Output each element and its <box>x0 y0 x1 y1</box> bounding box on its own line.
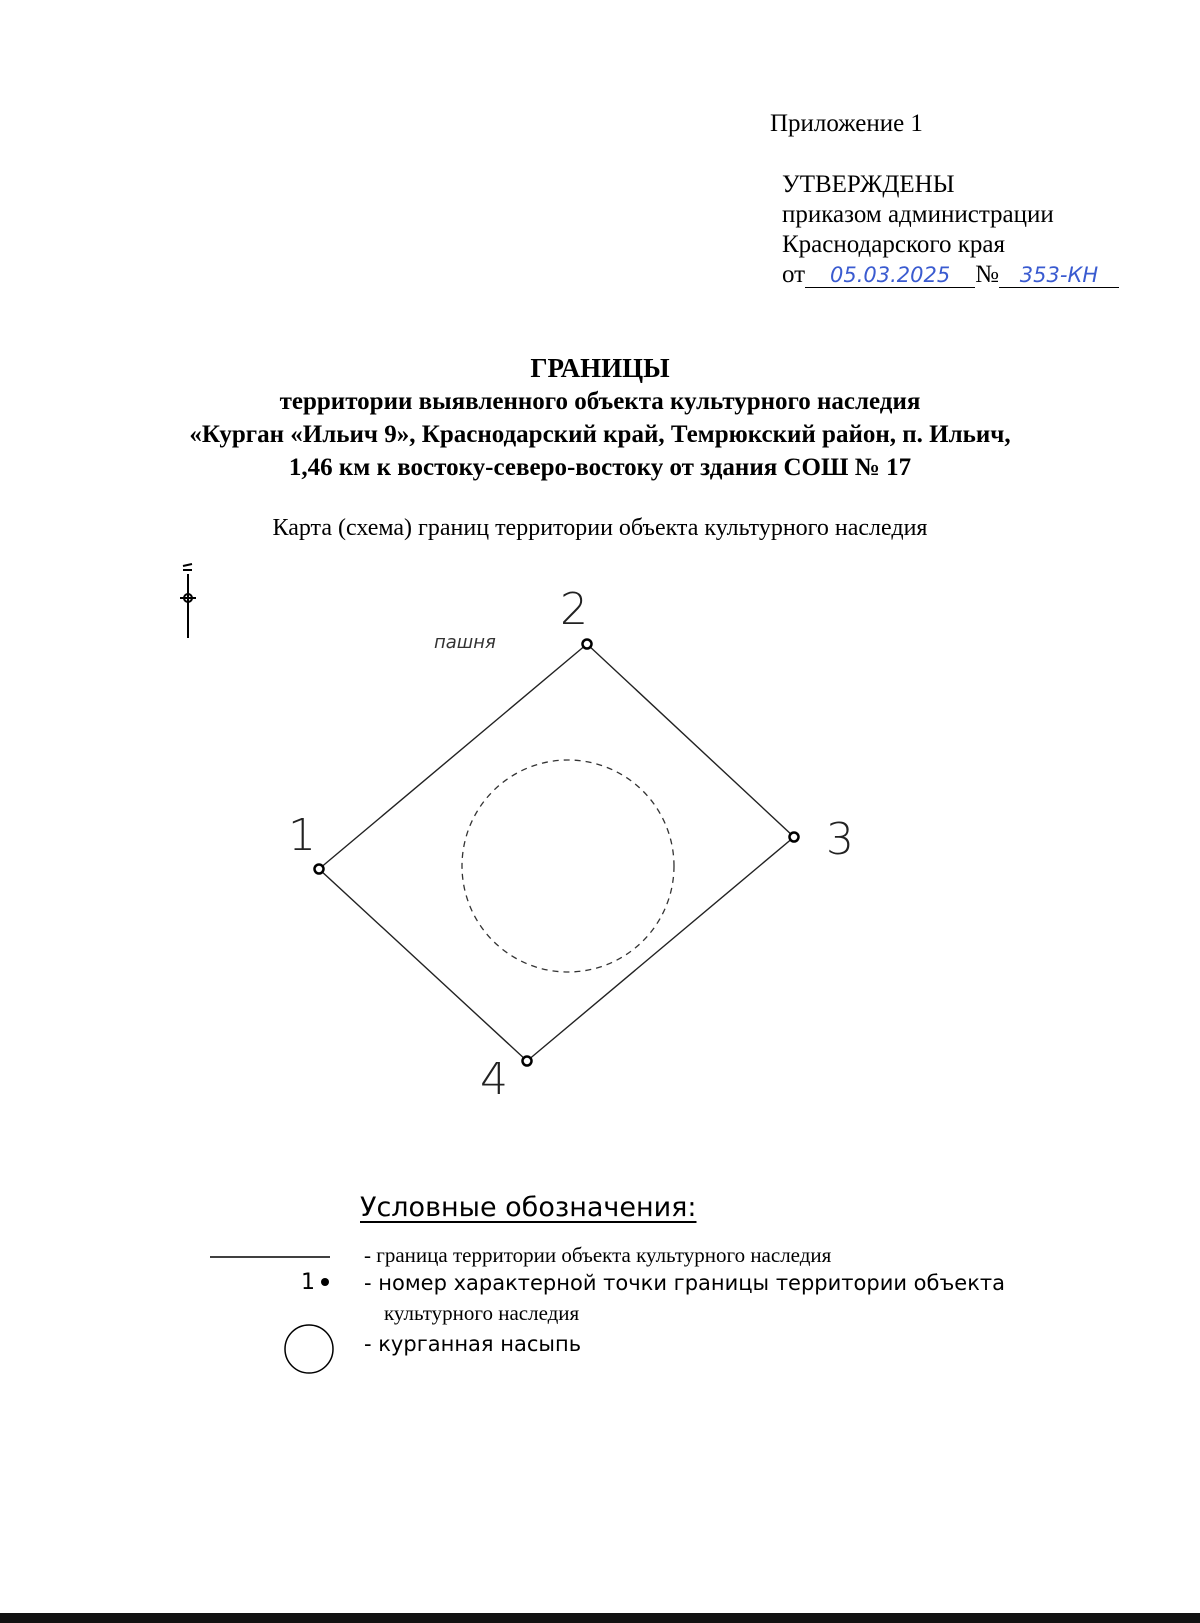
approval-block <box>782 170 1119 290</box>
point-label-1: 1 <box>288 810 316 861</box>
by-order-label: приказом администрации <box>782 201 1054 228</box>
title-heading: ГРАНИЦЫ <box>530 353 670 383</box>
legend-point-symbol <box>321 1278 329 1286</box>
point-label-3: 3 <box>826 814 854 865</box>
boundary-point-2 <box>583 640 592 649</box>
land-use-label: пашня <box>434 632 496 653</box>
approved-label: УТВЕРЖДЕНЫ <box>782 171 955 198</box>
boundary-point-3 <box>790 833 799 842</box>
north-arrow-icon <box>180 564 196 638</box>
point-label-4: 4 <box>480 1054 508 1105</box>
legend-point-number: 1 <box>301 1270 315 1295</box>
boundary-point-4 <box>523 1057 532 1066</box>
legend-mound-text: - курганная насыпь <box>364 1332 582 1356</box>
title-line-1: территории выявленного объекта культурного наследия <box>279 388 921 415</box>
date-number-line <box>782 260 1119 290</box>
mound-circle <box>462 760 674 972</box>
scan-edge-bar <box>0 1613 1200 1623</box>
legend-point-text-2: культурного наследия <box>384 1301 580 1325</box>
map-caption: Карта (схема) границ территории объекта культурного наследия <box>272 515 928 541</box>
title-line-2: «Курган «Ильич 9», Краснодарский край, Темрюкский район, п. Ильич, <box>189 421 1011 448</box>
date-field <box>805 263 975 288</box>
legend-title: Условные обозначения: <box>360 1192 697 1223</box>
title-line-3: 1,46 км к востоку-северо-востоку от здания СОШ № 17 <box>288 454 912 481</box>
number-field <box>999 263 1119 288</box>
annex-label: Приложение 1 <box>770 110 923 137</box>
legend-mound-symbol <box>285 1325 333 1373</box>
number-prefix: № <box>975 261 999 288</box>
legend-boundary-text: - граница территории объекта культурного наследия <box>364 1243 832 1267</box>
number-value: 353-КН <box>1019 263 1099 287</box>
document-title <box>0 352 1200 484</box>
date-prefix: от <box>782 261 806 288</box>
legend-symbols <box>0 1230 340 1390</box>
boundary-point-1 <box>315 865 324 874</box>
point-label-2: 2 <box>560 584 588 635</box>
legend-point-text-1: - номер характерной точки границы территории объекта <box>364 1271 1006 1295</box>
territory-boundary <box>319 644 794 1061</box>
date-value: 05.03.2025 <box>829 263 951 287</box>
boundary-map <box>0 560 1200 1120</box>
region-label: Краснодарского края <box>782 231 1005 258</box>
